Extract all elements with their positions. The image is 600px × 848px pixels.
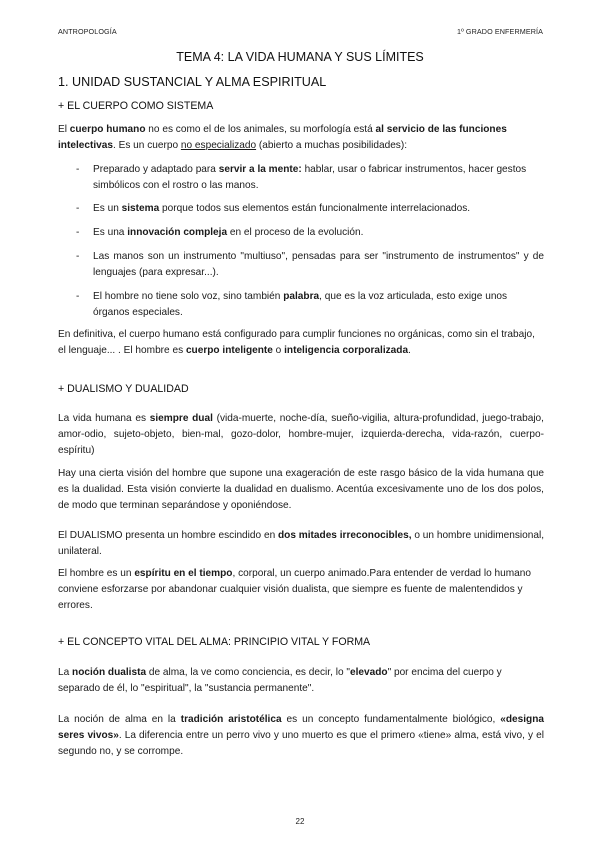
running-header-subject: ANTROPOLOGÍA (58, 27, 117, 36)
paragraph-intro: El cuerpo humano no es como el de los animales, su morfología está al servicio de las funciones intelectivas. Es un cuerpo no especializado (abierto a muchas posibilidades): (58, 124, 507, 152)
page-title: TEMA 4: LA VIDA HUMANA Y SUS LÍMITES (176, 50, 424, 64)
running-header-course: 1º GRADO ENFERMERÍA (457, 27, 543, 36)
section-heading: 1. UNIDAD SUSTANCIAL Y ALMA ESPIRITUAL (58, 75, 327, 89)
paragraph-dual: La vida humana es siempre dual (vida-muerte, noche-día, sueño-vigilia, altura-profundidad, juego-trabajo, amor-odio, sujeto-objeto, bien-mal, gozo-dolor, hombre-mujer, izquierda-derecha, vida-razón, cuerpo-espíritu) (58, 413, 544, 457)
paragraph-dualismo: El DUALISMO presenta un hombre escindido en dos mitades irreconocibles, o un hombre unidimensional, unilateral. (58, 530, 545, 558)
paragraph-aristotelica: La noción de alma en la tradición aristotélica es un concepto fundamentalmente biológico, «designa seres vivos». La diferencia entre un perro vivo y uno muerto es que el primero «tiene» alma, está vivo, y el segundo no, y se corrompe. (58, 714, 545, 758)
subsection-heading-dualismo: + DUALISMO Y DUALIDAD (58, 383, 189, 395)
paragraph-conclusion: En definitiva, el cuerpo humano está configurado para cumplir funciones no orgánicas, como sin el trabajo, el lenguaje... . El hombre es cuerpo inteligente o inteligencia corporalizada. (58, 329, 535, 357)
page-number: 22 (295, 817, 305, 826)
paragraph-espiritu: El hombre es un espíritu en el tiempo, corporal, un cuerpo animado.Para entender de verdad lo humano conviene esforzarse por abandonar cualquier visión dualista, que siempre es fuente de malentendidos y errores. (58, 568, 531, 612)
paragraph-nocion-dualista: La noción dualista de alma, la ve como conciencia, es decir, lo "elevado" por encima del cuerpo y separado de él, lo "espiritual", la "sustancia permanente". (58, 667, 502, 695)
paragraph-vision: Hay una cierta visión del hombre que supone una exageración de este rasgo básico de la vida humana que es la dualidad. Esta visión convierte la dualidad en dualismo. Acentúa excesivamente uno de los dos polos, de modo que terminan separándose y oponiéndose. (58, 468, 544, 512)
subsection-heading-alma: + EL CONCEPTO VITAL DEL ALMA: PRINCIPIO VITAL Y FORMA (58, 636, 371, 648)
subsection-heading-cuerpo: + EL CUERPO COMO SISTEMA (58, 100, 214, 112)
